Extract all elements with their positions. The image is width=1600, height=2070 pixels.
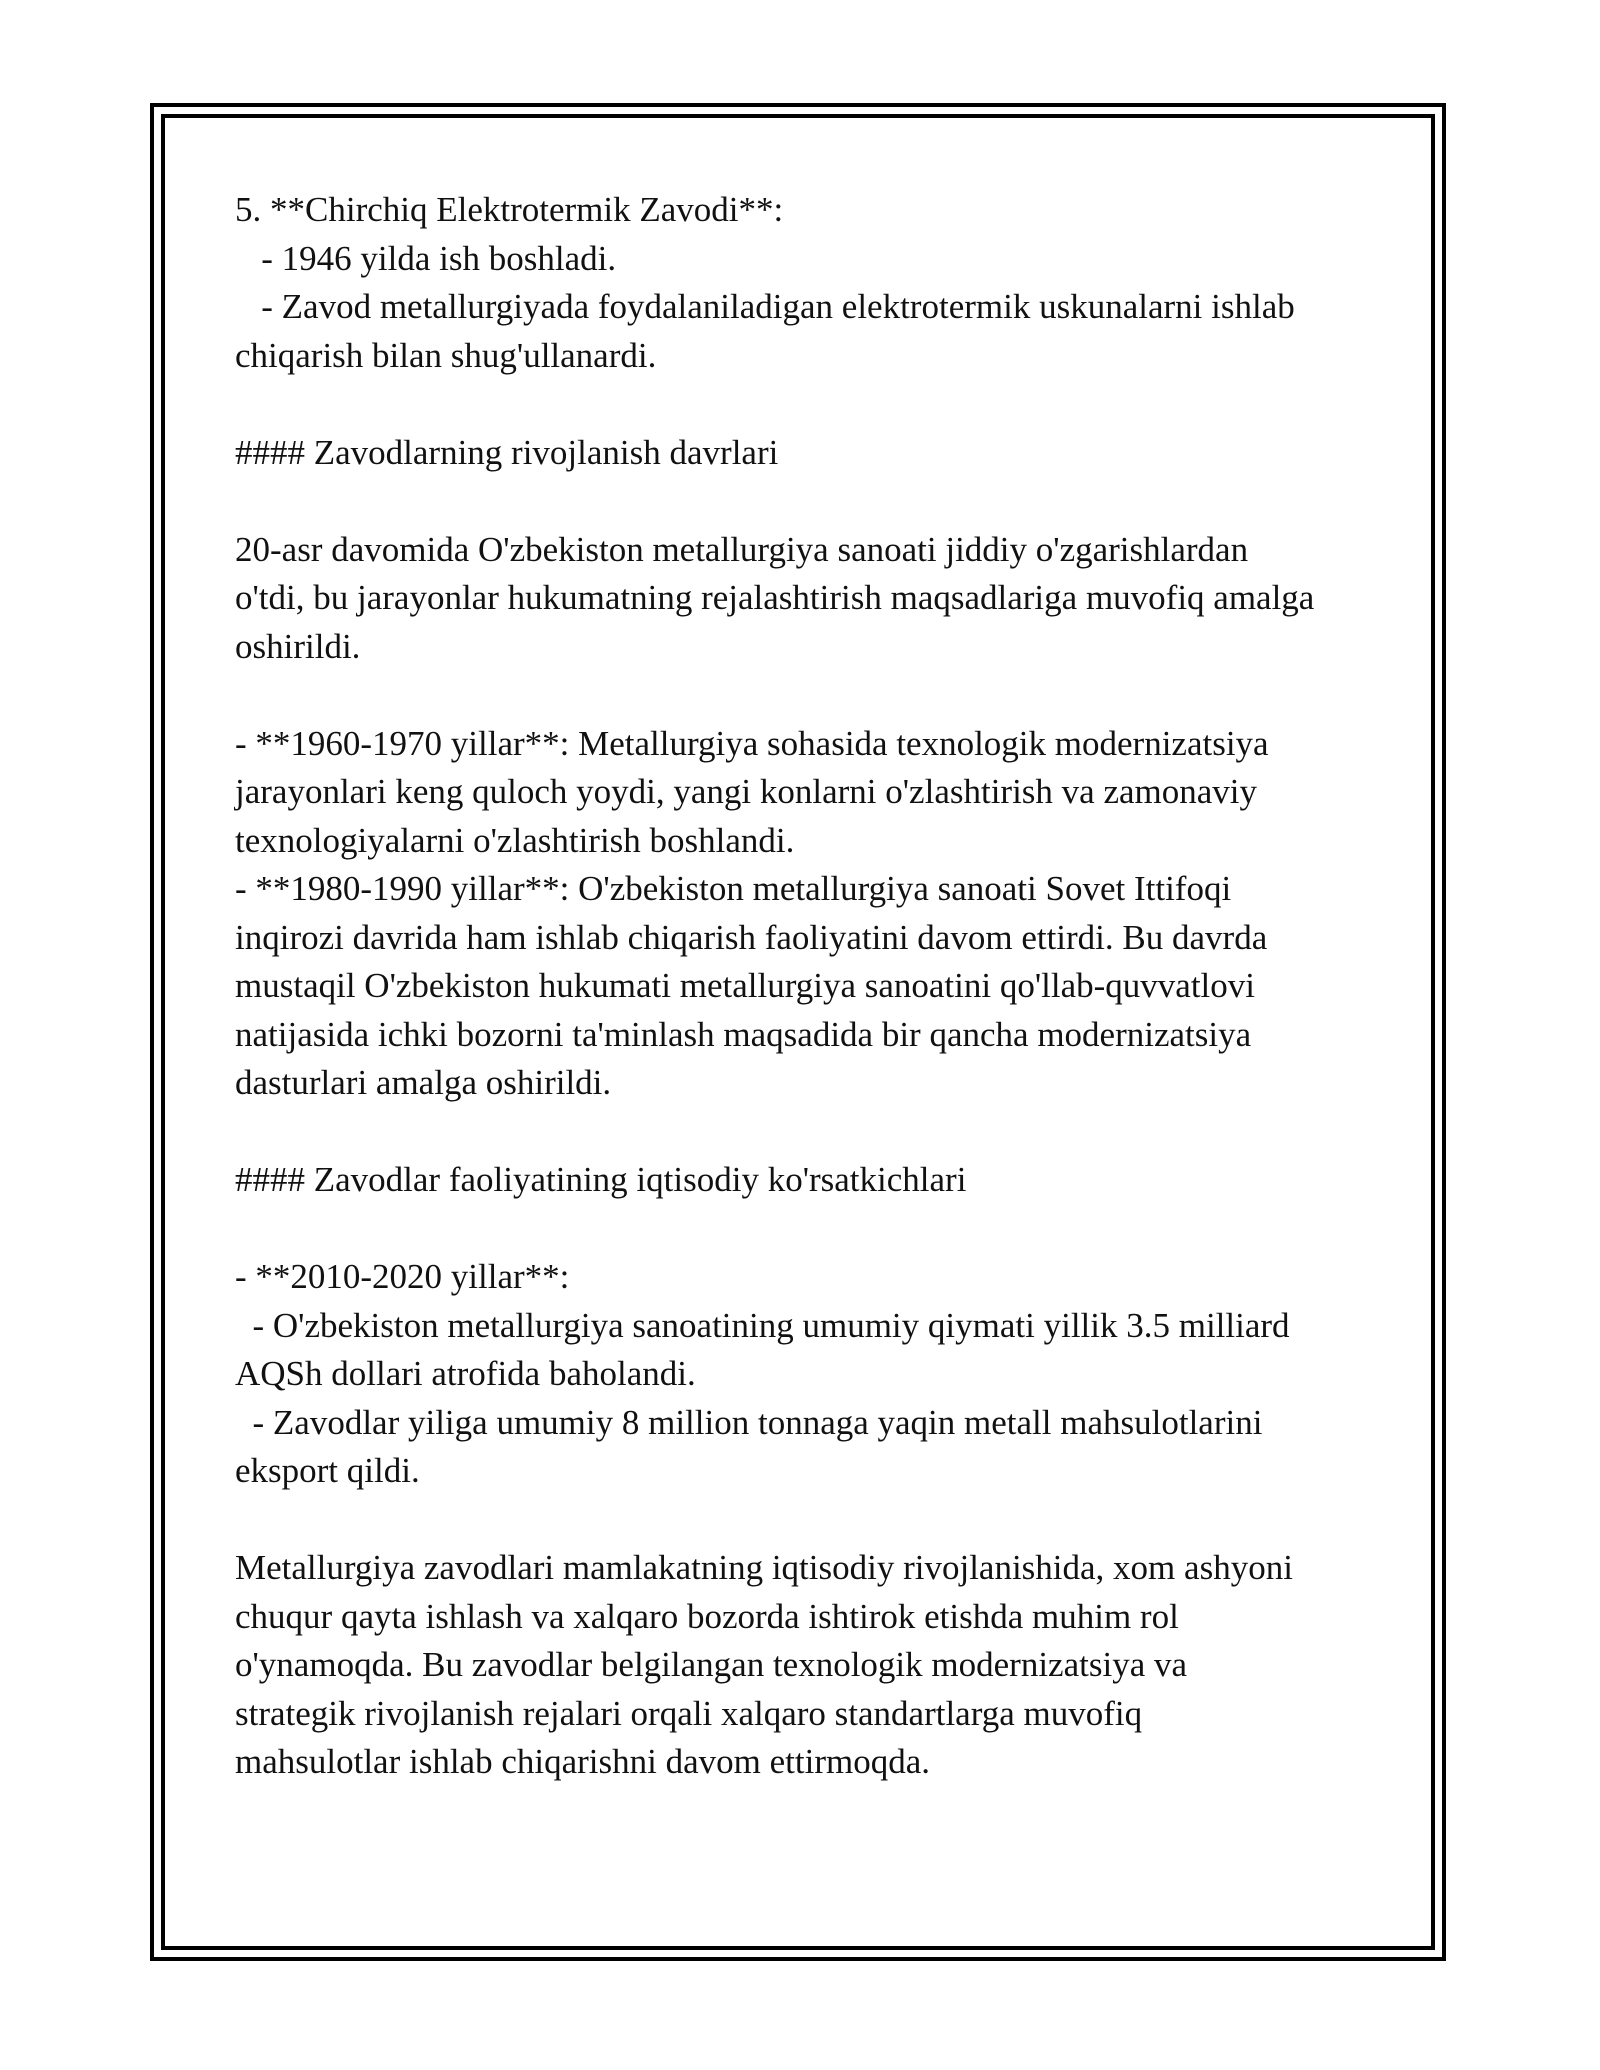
- section-heading: 5. **Chirchiq Elektrotermik Zavodi**:: [235, 190, 784, 229]
- list-item-continuation: AQSh dollari atrofida baholandi.: [235, 1354, 696, 1393]
- list-item: - O'zbekiston metallurgiya sanoatining umumiy qiymati yillik 3.5 milliard: [235, 1305, 1290, 1345]
- list-item: - Zavodlar yiliga umumiy 8 million tonnaga yaqin metall mahsulotlarini: [235, 1402, 1263, 1442]
- list-item-continuation: jarayonlari keng quloch yoydi, yangi konlarni o'zlashtirish va zamonaviy: [235, 772, 1258, 811]
- list-item-continuation: eksport qildi.: [235, 1451, 420, 1490]
- list-item-continuation: mustaqil O'zbekiston hukumati metallurgiya sanoatini qo'llab-quvvatlovi: [235, 966, 1255, 1005]
- blank-line: [235, 1108, 1370, 1157]
- paragraph-line: 20-asr davomida O'zbekiston metallurgiya sanoati jiddiy o'zgarishlardan: [235, 529, 1249, 569]
- paragraph-line: mahsulotlar ishlab chiqarishni davom ettirmoqda.: [235, 1742, 930, 1781]
- paragraph-line: strategik rivojlanish rejalari orqali xalqaro standartlarga muvofiq: [235, 1693, 1143, 1733]
- blank-line: [235, 477, 1370, 526]
- subheading: #### Zavodlarning rivojlanish davrlari: [235, 432, 779, 472]
- paragraph-line: chuqur qayta ishlash va xalqaro bozorda ishtirok etishda muhim rol: [235, 1596, 1179, 1636]
- text-line: chiqarish bilan shug'ullanardi.: [235, 335, 657, 375]
- list-item-continuation: texnologiyalarni o'zlashtirish boshlandi.: [235, 820, 795, 860]
- blank-line: [235, 671, 1370, 720]
- document-body: [235, 186, 1370, 1787]
- list-item-continuation: dasturlari amalga oshirildi.: [235, 1063, 612, 1102]
- blank-line: [235, 380, 1370, 429]
- blank-line: [235, 1496, 1370, 1545]
- blank-line: [235, 1205, 1370, 1254]
- paragraph-line: oshirildi.: [235, 626, 361, 666]
- list-item: - 1946 yilda ish boshladi.: [235, 238, 617, 278]
- subheading: #### Zavodlar faoliyatining iqtisodiy ko'rsatkichlari: [235, 1160, 967, 1199]
- list-item: - **1980-1990 yillar**: O'zbekiston metallurgiya sanoati Sovet Ittifoqi: [235, 869, 1232, 908]
- list-item-continuation: inqirozi davrida ham ishlab chiqarish faoliyatini davom ettirdi. Bu davrda: [235, 917, 1268, 957]
- paragraph-line: o'ynamoqda. Bu zavodlar belgilangan texnologik modernizatsiya va: [235, 1645, 1188, 1684]
- list-item: - **2010-2020 yillar**:: [235, 1257, 570, 1296]
- list-item-continuation: natijasida ichki bozorni ta'minlash maqsadida bir qancha modernizatsiya: [235, 1014, 1252, 1054]
- list-item: - Zavod metallurgiyada foydalaniladigan elektrotermik uskunalarni ishlab: [235, 287, 1295, 326]
- paragraph-line: o'tdi, bu jarayonlar hukumatning rejalashtirish maqsadlariga muvofiq amalga: [235, 578, 1315, 617]
- paragraph-line: Metallurgiya zavodlari mamlakatning iqtisodiy rivojlanishida, xom ashyoni: [235, 1548, 1293, 1587]
- list-item: - **1960-1970 yillar**: Metallurgiya sohasida texnologik modernizatsiya: [235, 723, 1269, 763]
